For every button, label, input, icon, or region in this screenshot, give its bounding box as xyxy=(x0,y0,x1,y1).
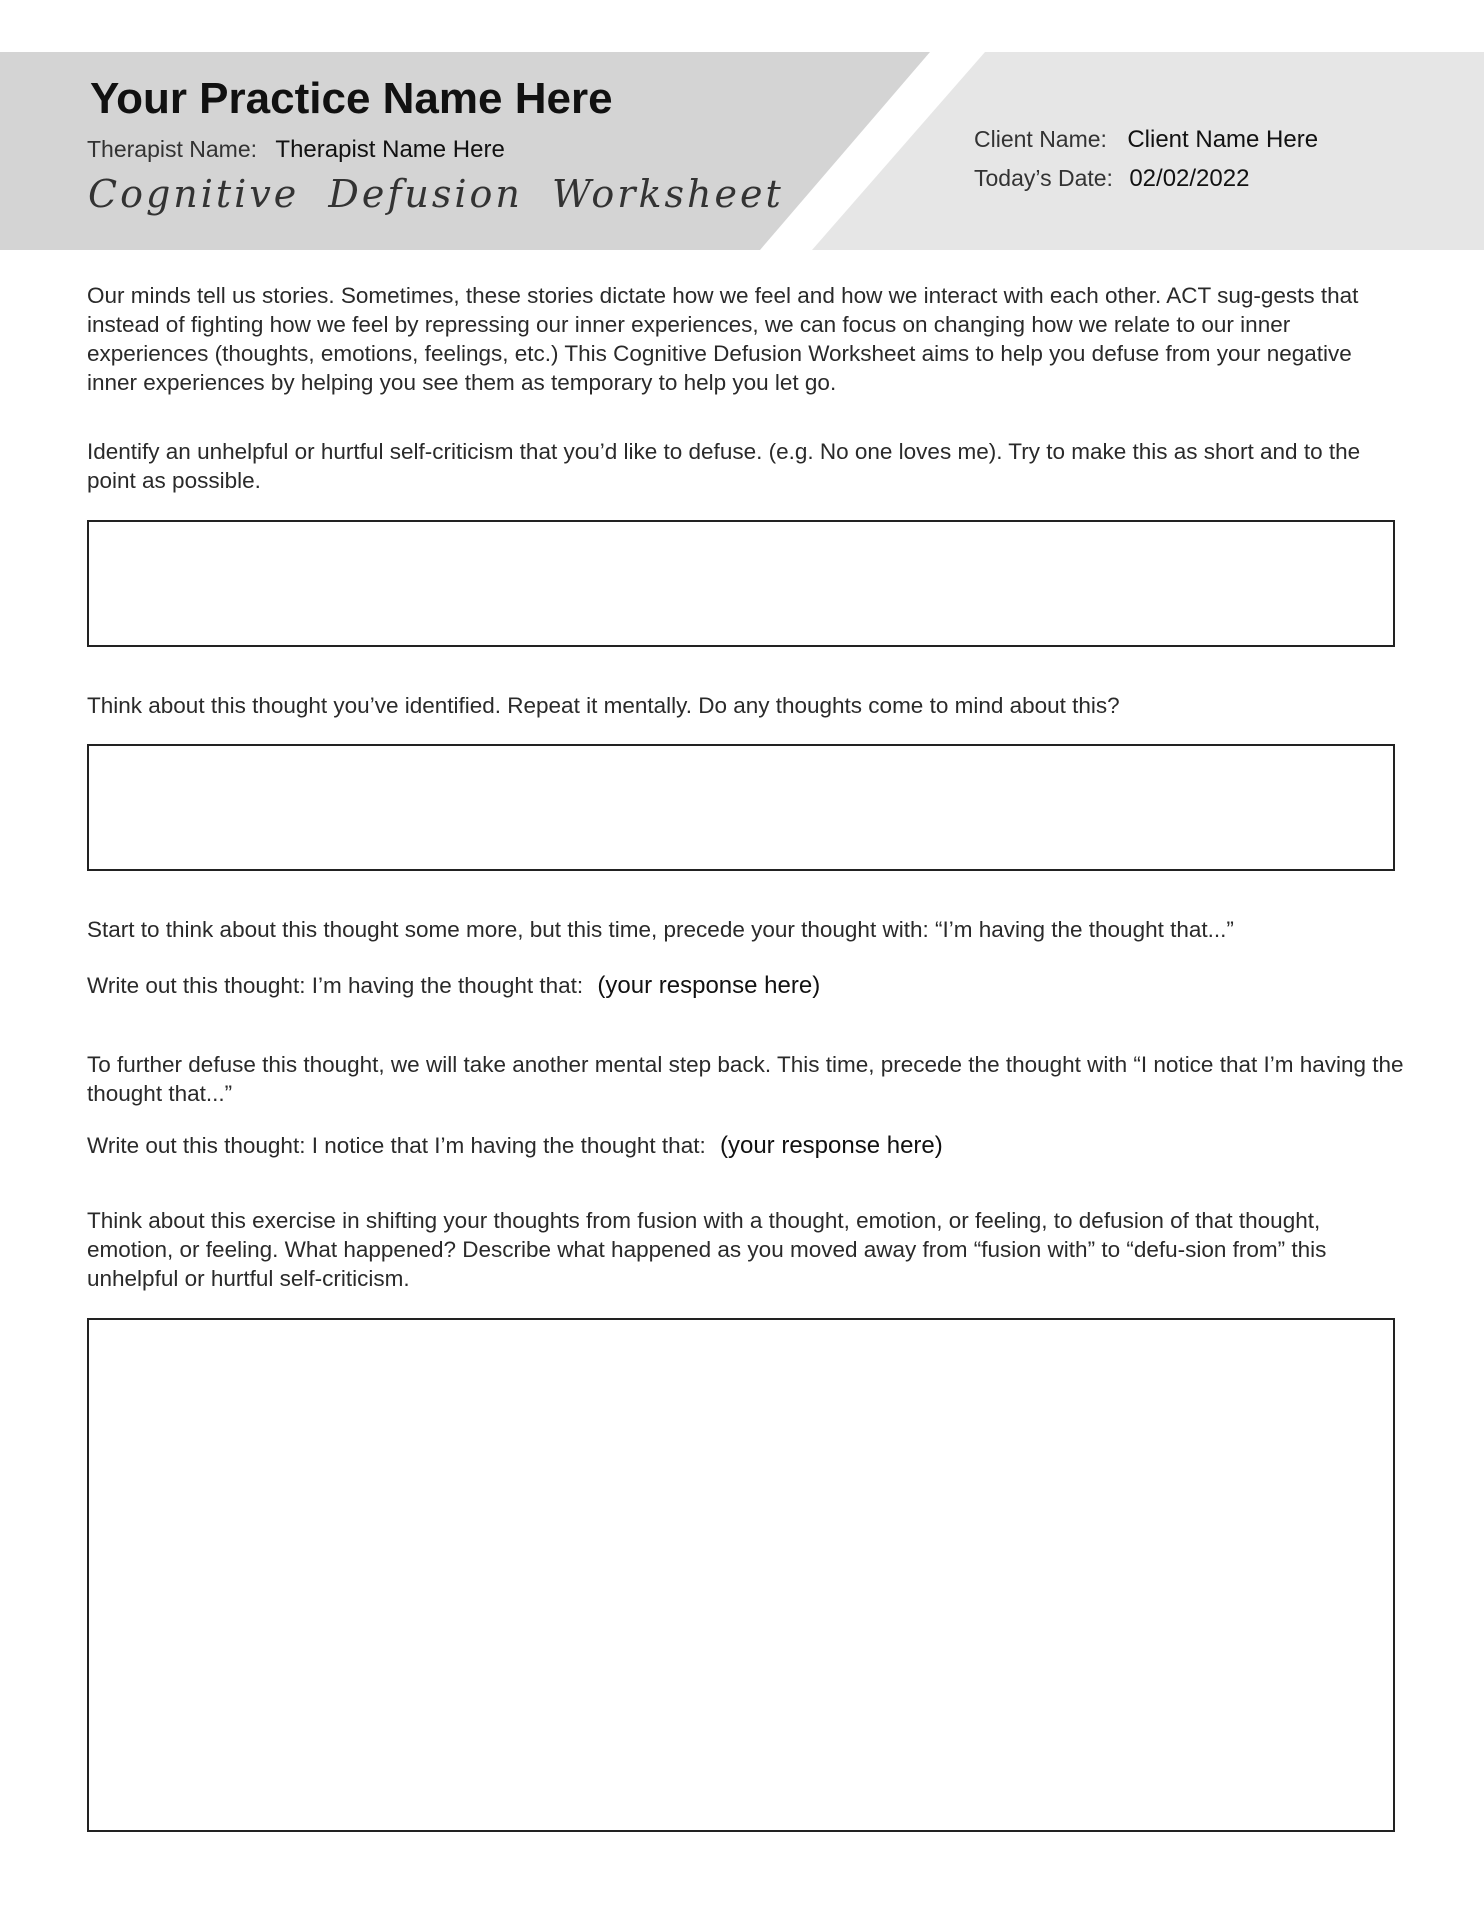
question-3-text: Start to think about this thought some more, but this time, precede your thought with: “I’m having the thought that...” xyxy=(87,917,1234,942)
question-1-text: Identify an unhelpful or hurtful self-criticism that you’d like to defuse. (e.g. No one loves me). Try to make this as short and to the point as possible. xyxy=(87,439,1361,493)
therapist-name-row xyxy=(87,136,505,164)
date-row xyxy=(974,165,1249,193)
intro-paragraph: Our minds tell us stories. Sometimes, these stories dictate how we feel and how we interact with each other. ACT sug-gests that instead of fighting how we feel by repressing our inner experiences, we can focus on changing how we relate to our inner experiences (thoughts, emotions, feelings, etc.) This Cognitive Defusion Worksheet aims to help you defuse from your negative inner experiences by helping you see them as temporary to help you let go. xyxy=(87,283,1359,395)
answer-box-2[interactable] xyxy=(87,744,1395,871)
answer-box-1[interactable] xyxy=(87,520,1395,647)
client-name-row xyxy=(974,126,1318,154)
question-4-response[interactable]: (your response here) xyxy=(719,1132,943,1159)
therapist-name-label: Therapist Name: xyxy=(87,136,258,162)
client-name-value[interactable]: Client Name Here xyxy=(1127,126,1319,153)
question-4-write-label: Write out this thought: I notice that I’m having the thought that: xyxy=(87,1133,706,1158)
question-4-text: To further defuse this thought, we will take another mental step back. This time, precede the thought with “I notice that I’m having the thought that...” xyxy=(87,1052,1404,1106)
question-2-text: Think about this thought you’ve identified. Repeat it mentally. Do any thoughts come to mind about this? xyxy=(87,693,1120,718)
date-value[interactable]: 02/02/2022 xyxy=(1129,165,1250,192)
practice-name: Your Practice Name Here xyxy=(90,74,613,123)
therapist-name-value[interactable]: Therapist Name Here xyxy=(275,136,505,163)
question-3-response-row xyxy=(87,971,820,1000)
date-label: Today’s Date: xyxy=(974,165,1113,191)
question-3-response[interactable]: (your response here) xyxy=(597,972,821,999)
question-5-text: Think about this exercise in shifting your thoughts from fusion with a thought, emotion, or feeling, to defusion of that thought, emotion, or feeling. What happened? Describe what happened as you moved away from “fusion with” to “defu-sion from” this unhelpful or hurtful self-criticism. xyxy=(87,1208,1327,1291)
client-name-label: Client Name: xyxy=(974,126,1107,152)
question-4-response-row xyxy=(87,1131,943,1160)
answer-box-5[interactable] xyxy=(87,1318,1395,1832)
worksheet-title: Cognitive Defusion Worksheet xyxy=(88,172,784,216)
question-3-write-label: Write out this thought: I’m having the thought that: xyxy=(87,973,584,998)
